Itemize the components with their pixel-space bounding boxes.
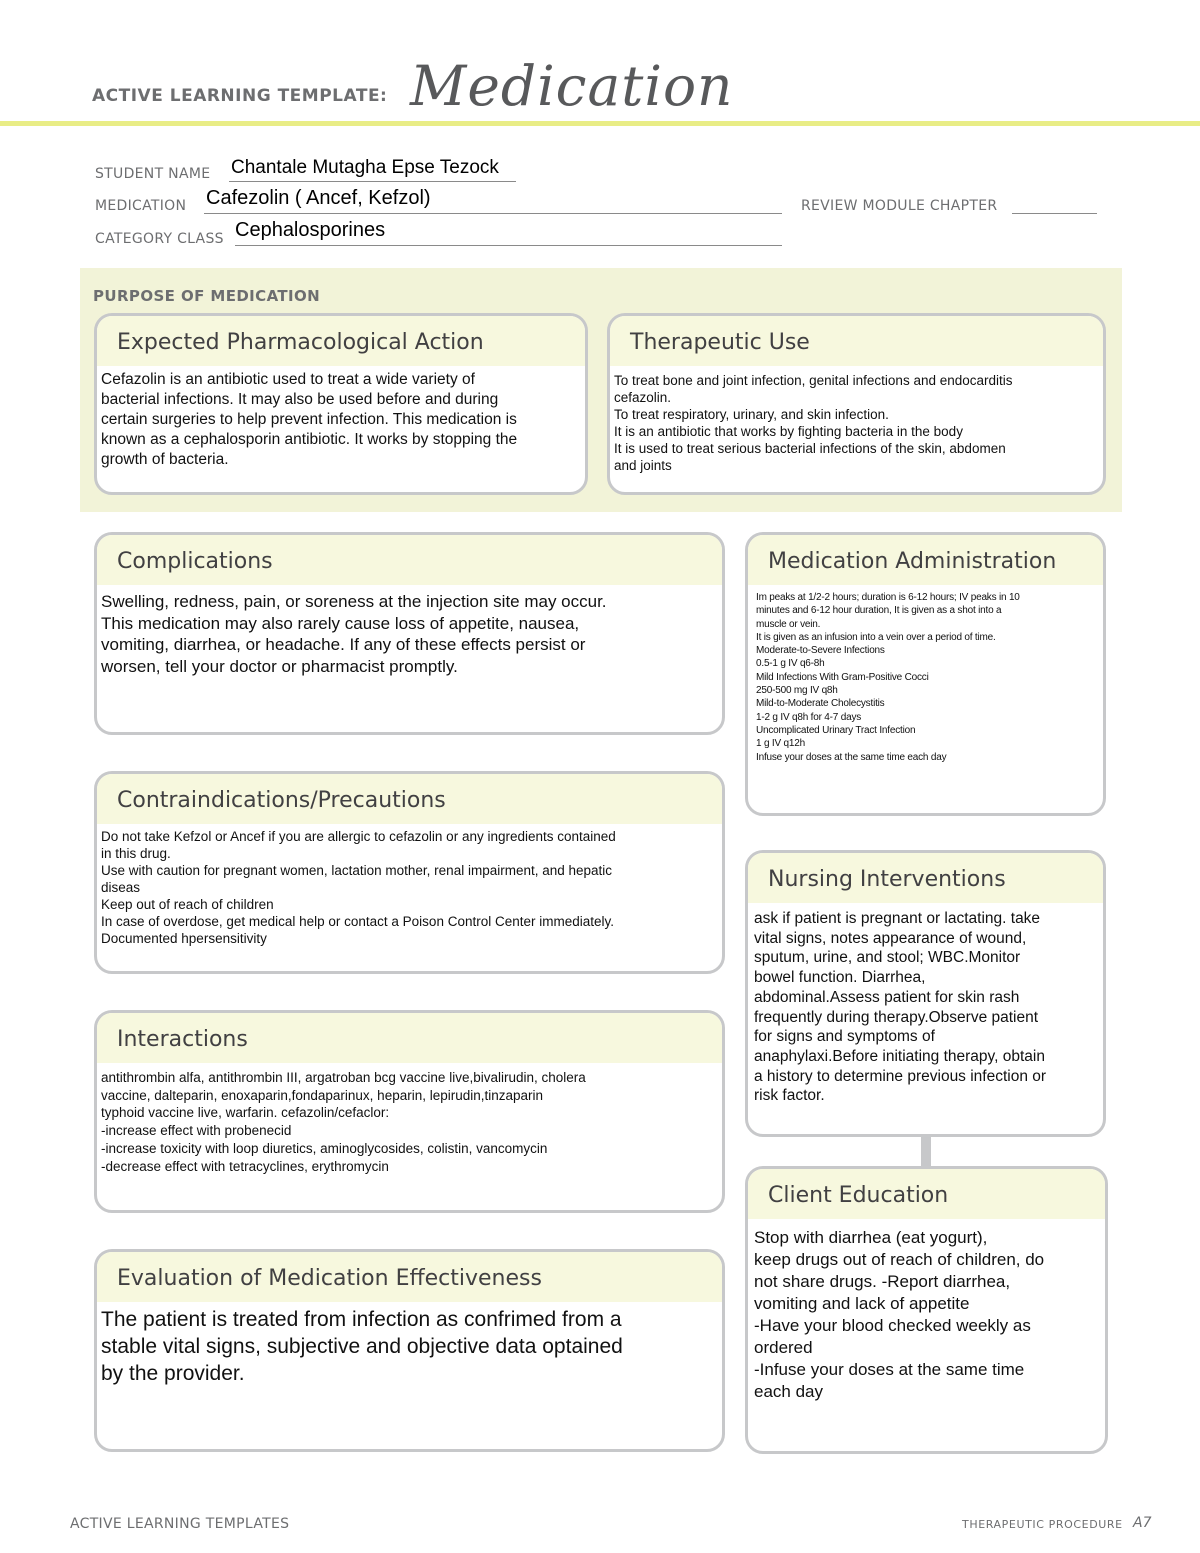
student-name-field[interactable]: [229, 157, 516, 182]
medication-value: Cafezolin ( Ancef, Kefzol): [206, 187, 431, 209]
client-education-title: Client Education: [748, 1169, 1105, 1219]
client-education-text[interactable]: Stop with diarrhea (eat yogurt), keep drugs out of reach of children, do not share drugs. -Report diarrhea, vomiting and lack of appetite -Have your blood checked weekly as ordered -Infuse your doses at the same time each day: [754, 1228, 1045, 1401]
expected-action-box: [94, 313, 588, 495]
contraindications-box: [94, 771, 725, 974]
complications-title: Complications: [97, 535, 722, 585]
expected-action-title: Expected Pharmacological Action: [97, 316, 585, 366]
complications-text[interactable]: Swelling, redness, pain, or soreness at the injection site may occur. This medication may also rarely cause loss of appetite, nausea, vomiting, diarrhea, or headache. If any of these effects persist or worsen, tell your doctor or pharmacist promptly.: [101, 592, 607, 676]
purpose-label: PURPOSE OF MEDICATION: [93, 287, 321, 305]
therapeutic-use-title: Therapeutic Use: [610, 316, 1103, 366]
review-module-label: REVIEW MODULE CHAPTER: [801, 198, 998, 214]
interactions-title: Interactions: [97, 1013, 722, 1063]
client-education-box: [745, 1166, 1108, 1454]
review-module-field[interactable]: [1012, 197, 1097, 214]
therapeutic-use-box: [607, 313, 1106, 495]
student-name-value: Chantale Mutagha Epse Tezock: [231, 157, 499, 178]
header-rule: [0, 121, 1200, 126]
contraindications-text[interactable]: Do not take Kefzol or Ancef if you are allergic to cefazolin or any ingredients contained in this drug. Use with caution for pregnant women, lactation mother, renal impairment, and hepatic diseas Keep out of reach of children In case of overdose, get medical help or contact a Poison Control Center immediately. Documented hpersensitivity: [101, 829, 616, 946]
page-number: A7: [1133, 1515, 1152, 1531]
medication-field[interactable]: [204, 187, 782, 214]
footer-right: THERAPEUTIC PROCEDURE: [962, 1518, 1123, 1531]
category-class-field[interactable]: [235, 219, 782, 246]
template-title: Medication: [410, 54, 734, 118]
medication-label: MEDICATION: [95, 198, 187, 214]
administration-text[interactable]: Im peaks at 1/2-2 hours; duration is 6-12 hours; IV peaks in 10 minutes and 6-12 hour duration, It is given as a shot into a muscle or vein. It is given as an infusion into a vein over a period of time. Moderate-to-Severe Infections 0.5-1 g IV q6-8h Mild Infections With Gram-Positive Cocci 250-500 mg IV q8h Mild-to-Moderate Cholecystitis 1-2 g IV q8h for 4-7 days Uncomplicated Urinary Tract Infection 1 g IV q12h Infuse your doses at the same time each day: [756, 592, 1020, 763]
evaluation-box: [94, 1249, 725, 1452]
category-class-value: Cephalosporines: [235, 219, 386, 241]
interactions-text[interactable]: antithrombin alfa, antithrombin III, argatroban bcg vaccine live,bivalirudin, cholera vaccine, dalteparin, enoxaparin,fondaparinux, heparin, lepirudin,tinzaparin typhoid vaccine live, warfarin. cefazolin/cefaclor: -increase effect with probenecid -increase toxicity with loop diuretics, aminoglycosides, colistin, vancomycin -decrease effect with tetracyclines, erythromycin: [101, 1070, 586, 1174]
administration-title: Medication Administration: [748, 535, 1103, 585]
evaluation-text[interactable]: The patient is treated from infection as confrimed from a stable vital signs, subjective and objective data optained by the provider.: [101, 1308, 623, 1385]
evaluation-title: Evaluation of Medication Effectiveness: [97, 1252, 722, 1302]
nursing-box: [745, 850, 1106, 1137]
nursing-title: Nursing Interventions: [748, 853, 1103, 903]
template-label: ACTIVE LEARNING TEMPLATE:: [92, 86, 388, 106]
connector-bar: [921, 1136, 931, 1166]
therapeutic-use-text[interactable]: To treat bone and joint infection, genital infections and endocarditis cefazolin. To treat respiratory, urinary, and skin infection. It is an antibiotic that works by fighting bacteria in the body It is used to treat serious bacterial infections of the skin, abdomen and joints: [614, 373, 1013, 473]
contraindications-title: Contraindications/Precautions: [97, 774, 722, 824]
complications-box: [94, 532, 725, 735]
interactions-box: [94, 1010, 725, 1213]
nursing-text[interactable]: ask if patient is pregnant or lactating. take vital signs, notes appearance of wound, sputum, urine, and stool; WBC.Monitor bowel function. Diarrhea, abdominal.Assess patient for skin rash frequently during therapy.Observe patient for signs and symptoms of anaphylaxi.Before initiating therapy, obtain a history to determine previous infection or risk factor.: [754, 910, 1047, 1105]
category-class-label: CATEGORY CLASS: [95, 231, 224, 247]
expected-action-text[interactable]: Cefazolin is an antibiotic used to treat a wide variety of bacterial infections. It may also be used before and during certain surgeries to help prevent infection. This medication is known as a cephalosporin antibiotic. It works by stopping the growth of bacteria.: [101, 371, 518, 468]
student-name-label: STUDENT NAME: [95, 166, 211, 182]
administration-box: [745, 532, 1106, 816]
footer-left: ACTIVE LEARNING TEMPLATES: [70, 1516, 290, 1532]
